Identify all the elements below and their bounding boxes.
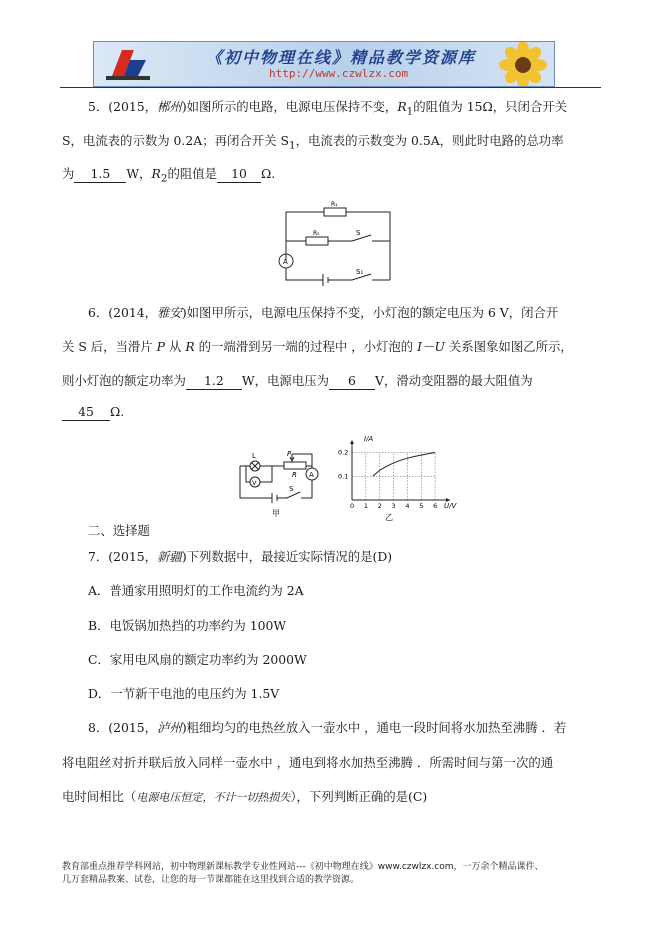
q8-line3: 电时间相比（电源电压恒定，不计一切热损失），下列判断正确的是(C) bbox=[62, 789, 428, 804]
q6-line2: 关 S 后，当滑片 P 从 R 的一端滑到另一端的过程中 ，小灯泡的 I－U 关系图象如图乙所示， bbox=[62, 339, 573, 354]
caption-yi: 乙 bbox=[385, 513, 393, 522]
q5-line3: 为 1.5 W，$R_2$的阻值是 10 Ω. bbox=[62, 166, 276, 185]
slider-label: P bbox=[287, 450, 292, 458]
q6-answer-resistance: 45 bbox=[62, 404, 110, 421]
section-heading: 二、选择题 bbox=[88, 523, 150, 538]
x-tick-label: 5 bbox=[419, 502, 424, 510]
q5-answer-power: 1.5 bbox=[74, 166, 126, 183]
q7-stem: 7．(2015，新疆)下列数据中，最接近实际情况的是(D) bbox=[88, 549, 393, 564]
q7-option-a: A．普通家用照明灯的工作电流约为 2A bbox=[88, 583, 304, 598]
header-rule bbox=[60, 87, 601, 88]
q5-s1-label: S₁ bbox=[356, 268, 364, 276]
banner-url[interactable]: http://www.czwlzx.com bbox=[269, 67, 409, 80]
series-line-I-U bbox=[373, 453, 435, 477]
x-tick-label: 2 bbox=[377, 502, 382, 510]
q5-r2-label: R₂ bbox=[313, 230, 320, 237]
q7-option-b: B．电饭锅加热挡的功率约为 100W bbox=[88, 618, 287, 633]
q5-line2: S，电流表的示数为 0.2A；再闭合开关 $S_1$，电流表的示数变为 0.5A，则此时电路的总功率 bbox=[62, 133, 564, 152]
q6-answer-power: 1.2 bbox=[186, 373, 242, 390]
q6-line4: 45 Ω. bbox=[62, 404, 124, 421]
q8-line2: 将电阻丝对折并联后放入同样一壶水中 ，通电到将水加热至沸腾 ．所需时间与第一次的通 bbox=[62, 755, 554, 770]
q5-r1-label: R₁ bbox=[331, 201, 338, 208]
q5-s-label: S bbox=[356, 229, 361, 237]
q8-line1: 8．(2015，泸州)粗细均匀的电热丝放入一壶水中 ，通电一段时间将水加热至沸腾 ．若 bbox=[88, 720, 567, 735]
q6-circuit-diagram bbox=[232, 446, 332, 518]
footer-line2: 几万套精品教案、试卷，让您的每一节课都能在这里找到合适的教学资源。 bbox=[62, 875, 360, 885]
x-tick-label: 1 bbox=[363, 502, 368, 510]
q7-option-c: C．家用电风扇的额定功率约为 2000W bbox=[88, 652, 307, 667]
q5-line1: 5．(2015，郴州)如图所示的电路，电源电压保持不变，$R_1$的阻值为 15Ω，只闭合开关 bbox=[88, 99, 568, 118]
y-tick-label: 0.2 bbox=[338, 448, 349, 457]
footer bbox=[62, 861, 544, 887]
rheostat-label: R bbox=[292, 471, 297, 479]
x-tick-label: 4 bbox=[405, 502, 410, 510]
q6-s-label: S bbox=[289, 485, 294, 493]
x-tick-label: 0 bbox=[350, 502, 355, 510]
sunflower-icon bbox=[489, 42, 554, 86]
q6-line3: 则小灯泡的额定功率为 1.2 W，电源电压为 6 V，滑动变阻器的最大阻值为 bbox=[62, 373, 533, 388]
y-tick-label: 0.1 bbox=[338, 472, 349, 481]
ammeter-icon-2: A bbox=[309, 471, 314, 479]
header-banner bbox=[93, 41, 555, 87]
banner-title: 《初中物理在线》精品教学资源库 bbox=[206, 48, 477, 67]
q6-line1: 6．(2014，雅安)如图甲所示，电源电压保持不变，小灯泡的额定电压为 6 V，闭合开 bbox=[88, 305, 559, 320]
y-axis-label: I/A bbox=[364, 435, 374, 443]
q5-circuit-diagram bbox=[268, 198, 398, 288]
x-axis-label: U/V bbox=[444, 502, 457, 510]
caption-jia: 甲 bbox=[272, 509, 280, 518]
iu-graph bbox=[332, 432, 462, 524]
q5-answer-r2: 10 bbox=[217, 166, 261, 183]
footer-line1: 教育部重点推荐学科网站，初中物理新课标教学专业性网站---《初中物理在线》www.czwlzx.com，一万余个精品课件、 bbox=[62, 862, 544, 872]
lamp-label: L bbox=[252, 452, 256, 460]
x-tick-label: 3 bbox=[391, 502, 396, 510]
x-tick-label: 6 bbox=[433, 502, 438, 510]
ammeter-icon: A bbox=[283, 258, 288, 266]
voltmeter-icon: V bbox=[252, 479, 257, 487]
q6-answer-voltage: 6 bbox=[329, 373, 375, 390]
logo-icon bbox=[100, 46, 160, 82]
y-axis-arrow bbox=[350, 440, 354, 444]
q7-option-d: D．一节新干电池的电压约为 1.5V bbox=[88, 686, 280, 701]
